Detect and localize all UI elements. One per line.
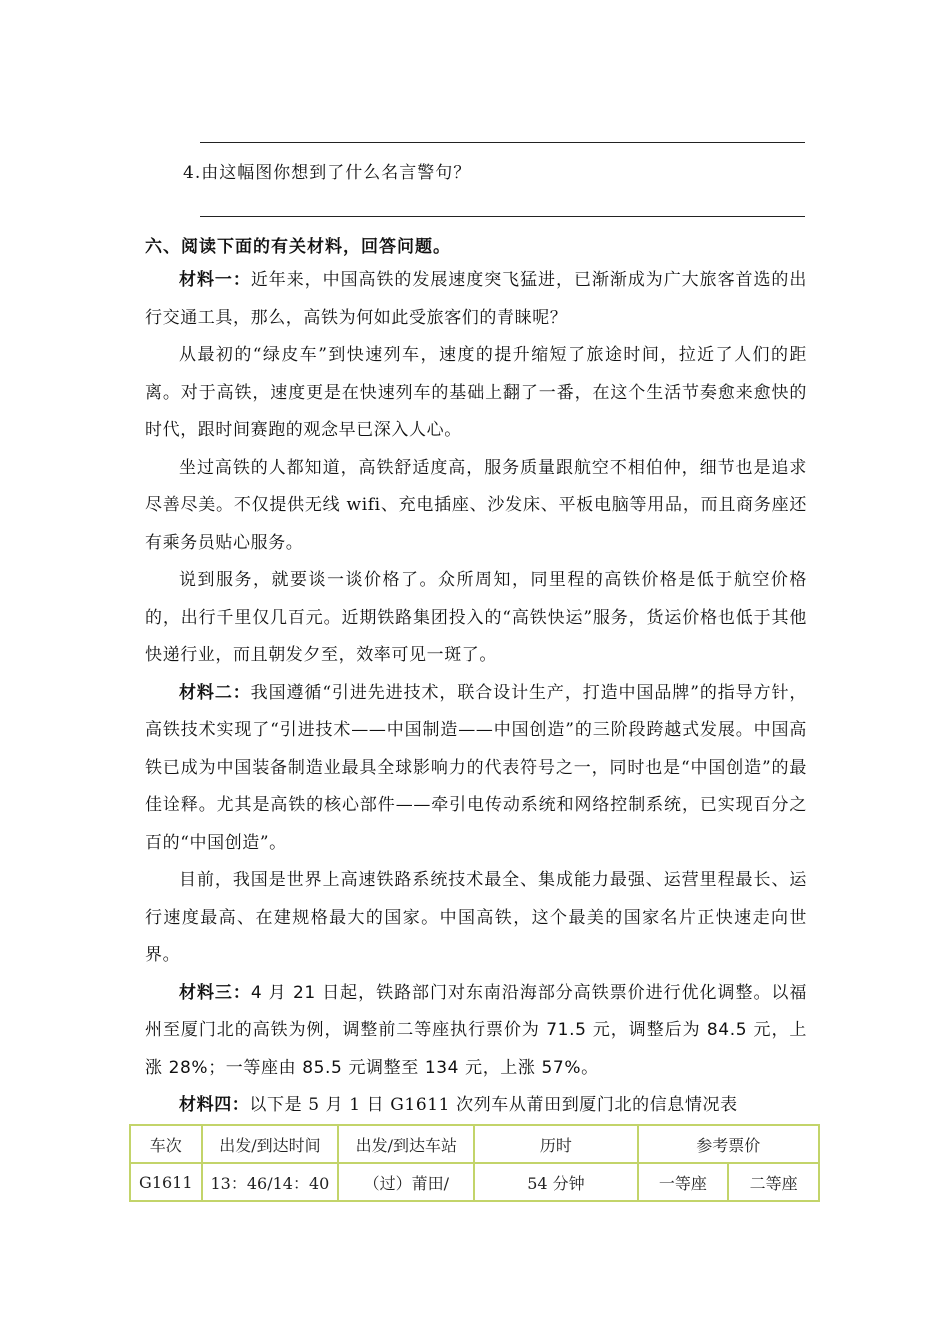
cell-station: （过）莆田/ (338, 1163, 474, 1201)
material2-para2: 目前，我国是世界上高速铁路系统技术最全、集成能力最强、运营里程最长、运行速度最高、在建规格最大的国家。中国高铁，这个最美的国家名片正快速走向世界。 (145, 870, 807, 965)
train-info-table (129, 1124, 820, 1202)
material1-label: 材料一： (179, 270, 251, 290)
header-duration: 历时 (474, 1125, 637, 1163)
cell-train-no: G1611 (130, 1163, 202, 1201)
question-4: 4.由这幅图你想到了什么名言警句？ (183, 163, 472, 183)
material1-para3: 坐过高铁的人都知道，高铁舒适度高，服务质量跟航空不相伯仲，细节也是追求尽善尽美。不仅提供无线 wifi、充电插座、沙发床、平板电脑等用品，而且商务座还有乘务员贴心服务。 (145, 457, 807, 553)
material3-label: 材料三： (179, 982, 251, 1003)
cell-time: 13：46/14：40 (202, 1163, 339, 1201)
section-title: 六、阅读下面的有关材料，回答问题。 (145, 237, 451, 257)
table-header-row (130, 1125, 819, 1163)
answer-line-3 (200, 142, 805, 143)
table-row (130, 1163, 819, 1201)
header-time: 出发/到达时间 (202, 1125, 339, 1163)
material1-para4: 说到服务，就要谈一谈价格了。众所周知，同里程的高铁价格是低于航空价格的，出行千里仅几百元。近期铁路集团投入的“高铁快运”服务，货运价格也低于其他快递行业，而且朝发夕至，效率可见一斑了。 (145, 570, 807, 665)
cell-first-class: 一等座 (638, 1163, 729, 1201)
material4-label: 材料四： (179, 1095, 250, 1115)
material2-para1: 材料二：我国遵循“引进先进技术，联合设计生产，打造中国品牌”的指导方针，高铁技术实现了“引进技术——中国制造——中国创造”的三阶段跨越式发展。中国高铁已成为中国装备制造业最具全球影响力的代表符号之一，同时也是“中国创造”的最佳诠释。尤其是高铁的核心部件——牵引电传动系统和网络控制系统，已实现百分之百的“中国创造”。 (145, 682, 807, 853)
header-station: 出发/到达车站 (338, 1125, 474, 1163)
answer-line-4 (200, 216, 805, 217)
header-price: 参考票价 (638, 1125, 819, 1163)
material1-para2: 从最初的“绿皮车”到快速列车，速度的提升缩短了旅途时间，拉近了人们的距离。对于高铁，速度更是在快速列车的基础上翻了一番，在这个生活节奏愈来愈快的时代，跟时间赛跑的观念早已深入人心。 (145, 345, 807, 440)
material3-para: 材料三：4 月 21 日起，铁路部门对东南沿海部分高铁票价进行优化调整。以福州至厦门北的高铁为例，调整前二等座执行票价为 71.5 元，调整后为 84.5 元，上涨 28%；一等座由 85.5 元调整至 134 元，上涨 57%。 (145, 982, 807, 1078)
header-train-no: 车次 (130, 1125, 202, 1163)
cell-second-class: 二等座 (728, 1163, 819, 1201)
cell-duration: 54 分钟 (474, 1163, 637, 1201)
material1-para1: 材料一：近年来，中国高铁的发展速度突飞猛进，已渐渐成为广大旅客首选的出行交通工具，那么，高铁为何如此受旅客们的青睐呢？ (145, 270, 807, 328)
material2-label: 材料二： (179, 682, 251, 703)
material4-para: 材料四：以下是 5 月 1 日 G1611 次列车从莆田到厦门北的信息情况表 (179, 1095, 738, 1115)
reading-materials (145, 262, 807, 1125)
